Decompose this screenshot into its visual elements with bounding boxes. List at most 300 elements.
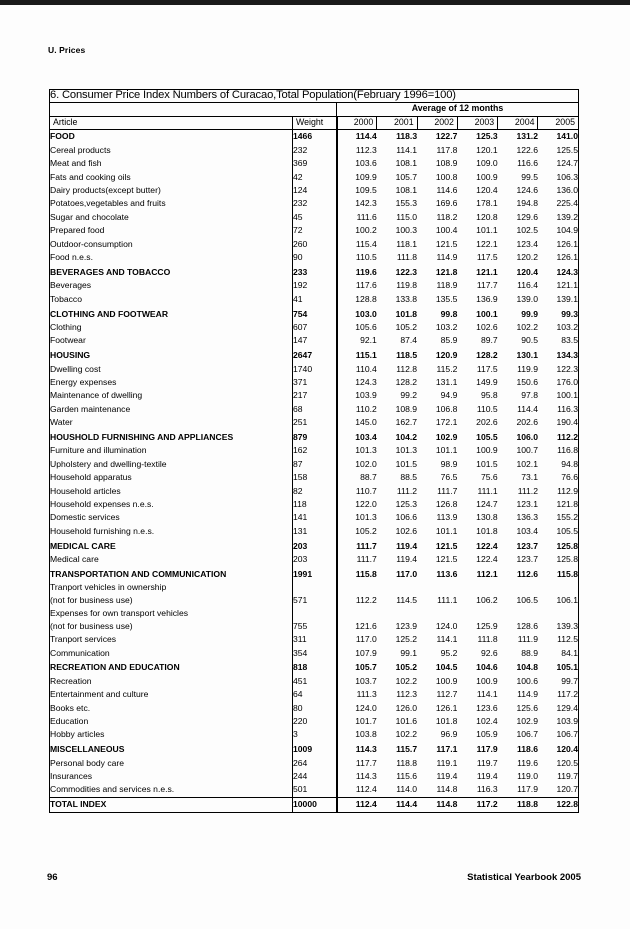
row-value-2002: 103.2 — [435, 321, 458, 332]
row-label: Energy expenses — [50, 376, 293, 389]
row-label: Books etc. — [50, 701, 293, 714]
row-value-2000: 115.8 — [337, 566, 377, 581]
row-value-2004: 90.5 — [521, 335, 538, 346]
row-value-2002: 118.2 — [436, 211, 458, 222]
row-value-2001: 125.2 — [395, 634, 418, 645]
row-label: Maintenance of dwelling — [50, 389, 293, 402]
row-value-2002: 76.5 — [440, 472, 458, 483]
table-row — [50, 321, 579, 334]
footer-title: Statistical Yearbook 2005 — [467, 872, 581, 883]
row-value-2004: 99.5 — [521, 171, 538, 182]
row-value-2005: 141.0 — [538, 130, 579, 144]
row-value-2005: 121.8 — [538, 498, 579, 511]
row-value-2002: 117.1 — [436, 744, 458, 755]
row-value-2000: 111.7 — [337, 538, 377, 553]
row-value-2004: 118.8 — [498, 797, 538, 812]
row-value-2005: 83.5 — [538, 334, 579, 347]
row-value-2001: 118.1 — [396, 238, 418, 249]
row-value-2004: 128.6 — [516, 620, 538, 631]
row-label: Communication — [50, 646, 293, 659]
column-header-year-2003: 2003 — [457, 116, 497, 130]
table-row — [50, 538, 579, 553]
row-label: HOUSHOLD FURNISHING AND APPLIANCES — [50, 429, 293, 444]
row-value-2001: 123.9 — [395, 620, 418, 631]
row-weight: 754 — [293, 306, 337, 321]
row-value-2003: 122.4 — [476, 554, 498, 565]
row-label: Fats and cooking oils — [50, 170, 293, 183]
row-value-2000: 112.4 — [337, 783, 377, 797]
row-value-2003: 122.1 — [476, 238, 498, 249]
row-value-2000: 105.6 — [337, 321, 377, 334]
row-value-2003: 119.7 — [476, 757, 498, 768]
row-value-2000: 103.9 — [337, 389, 377, 402]
row-value-2000: 107.9 — [337, 646, 377, 659]
row-value-2002: 119.4 — [436, 771, 458, 782]
row-value-2004: 202.6 — [516, 417, 538, 428]
row-weight: 10000 — [293, 797, 337, 812]
row-value-2001: 112.8 — [396, 363, 418, 374]
row-value-2001: 88.5 — [400, 472, 418, 483]
table-row — [50, 403, 579, 416]
row-value-2001: 117.0 — [396, 568, 418, 579]
row-value-2000: 110.4 — [337, 362, 377, 375]
row-weight: 87 — [293, 458, 337, 471]
row-value-2002: 100.4 — [435, 225, 458, 236]
span-header-row — [50, 102, 579, 116]
row-label: Prepared food — [50, 224, 293, 237]
row-value-2002: 126.8 — [435, 498, 458, 509]
row-value-2001: 108.1 — [395, 158, 418, 169]
row-value-2000: 103.4 — [337, 429, 377, 444]
table-row — [50, 444, 579, 457]
row-value-2000: 101.3 — [337, 511, 377, 524]
row-label: Water — [50, 416, 293, 429]
row-weight: 68 — [293, 403, 337, 416]
row-value-2002: 114.8 — [417, 797, 457, 812]
row-label: Recreation — [50, 675, 293, 688]
row-value-2000: 114.4 — [337, 130, 377, 144]
row-value-2003: 117.2 — [457, 797, 497, 812]
table-row — [50, 607, 579, 620]
row-value-2003: 101.1 — [476, 225, 498, 236]
row-value-2002 — [417, 607, 457, 620]
table-row — [50, 197, 579, 210]
row-value-2005: 112.5 — [538, 633, 579, 646]
row-value-2004: 136.3 — [516, 512, 538, 523]
row-value-2002: 113.6 — [436, 568, 458, 579]
table-title-row — [50, 90, 579, 103]
row-value-2003: 149.9 — [476, 376, 498, 387]
row-value-2000: 103.7 — [337, 675, 377, 688]
table-row — [50, 348, 579, 363]
scan-edge-band — [0, 0, 630, 5]
row-value-2001: 119.8 — [396, 280, 418, 291]
row-value-2003: 116.3 — [476, 784, 498, 795]
table-row — [50, 756, 579, 769]
table-row — [50, 458, 579, 471]
row-value-2000: 110.7 — [337, 484, 377, 497]
row-value-2005: 99.7 — [538, 675, 579, 688]
row-value-2004: 102.1 — [516, 458, 538, 469]
row-value-2001: 115.6 — [396, 771, 418, 782]
row-weight: 217 — [293, 389, 337, 402]
row-value-2004 — [498, 581, 538, 594]
table-row — [50, 620, 579, 633]
row-value-2002: 120.9 — [435, 350, 458, 361]
row-value-2002: 112.7 — [436, 689, 458, 700]
table-row — [50, 264, 579, 279]
column-header-year-2005: 2005 — [538, 116, 579, 130]
row-weight: 1740 — [293, 362, 337, 375]
row-value-2000: 115.4 — [337, 237, 377, 250]
row-value-2004: 125.6 — [516, 702, 538, 713]
row-value-2004: 114.4 — [517, 403, 538, 414]
row-value-2004: 102.2 — [516, 321, 538, 332]
row-weight: 131 — [293, 525, 337, 538]
row-value-2002: 122.7 — [435, 131, 458, 142]
row-value-2004: 116.6 — [517, 158, 538, 169]
row-value-2003: 117.7 — [476, 280, 498, 291]
row-value-2001: 118.3 — [396, 131, 418, 142]
row-value-2005: 105.5 — [538, 525, 579, 538]
row-value-2001: 104.2 — [395, 432, 418, 443]
row-value-2003: 120.1 — [476, 144, 498, 155]
row-value-2003: 136.9 — [476, 293, 498, 304]
row-value-2003: 125.9 — [476, 620, 498, 631]
row-weight: 45 — [293, 211, 337, 224]
row-value-2005: 134.3 — [538, 348, 579, 363]
row-weight: 42 — [293, 170, 337, 183]
row-value-2001: 125.3 — [395, 498, 418, 509]
row-value-2003: 117.5 — [476, 251, 498, 262]
row-value-2000: 111.3 — [337, 688, 377, 701]
row-value-2003: 202.6 — [476, 417, 498, 428]
row-value-2005: 115.8 — [538, 566, 579, 581]
row-weight: 1009 — [293, 742, 337, 757]
row-label: (not for business use) — [50, 594, 293, 607]
row-value-2003: 92.6 — [480, 647, 498, 658]
row-value-2002: 135.5 — [435, 293, 458, 304]
row-value-2001: 114.0 — [396, 784, 418, 795]
row-weight: 755 — [293, 620, 337, 633]
table-row — [50, 675, 579, 688]
row-value-2003: 109.0 — [476, 158, 498, 169]
row-value-2002: 121.5 — [435, 238, 458, 249]
table-row — [50, 184, 579, 197]
row-value-2004: 122.6 — [516, 144, 538, 155]
row-weight: 1466 — [293, 130, 337, 144]
row-value-2000: 122.0 — [337, 498, 377, 511]
row-value-2000: 114.3 — [337, 770, 377, 783]
row-label: Meat and fish — [50, 157, 293, 170]
row-value-2004: 104.8 — [516, 662, 538, 673]
row-value-2000: 109.5 — [337, 184, 377, 197]
row-value-2002: 100.9 — [435, 675, 458, 686]
row-value-2005: 122.3 — [538, 362, 579, 375]
row-value-2002: 111.7 — [437, 485, 458, 496]
row-value-2000: 112.3 — [337, 144, 377, 157]
table-row — [50, 511, 579, 524]
row-value-2004: 111.2 — [517, 485, 538, 496]
table-row — [50, 211, 579, 224]
row-value-2003: 95.8 — [480, 390, 498, 401]
row-value-2005: 103.2 — [538, 321, 579, 334]
row-value-2005: 121.1 — [538, 279, 579, 292]
row-value-2002: 108.9 — [435, 158, 458, 169]
row-label: CLOTHING AND FOOTWEAR — [50, 306, 293, 321]
table-row — [50, 471, 579, 484]
row-value-2003: 114.1 — [476, 689, 498, 700]
row-value-2001: 108.9 — [395, 403, 418, 414]
row-label: BEVERAGES AND TOBACCO — [50, 264, 293, 279]
row-value-2000: 124.3 — [337, 376, 377, 389]
row-weight: 118 — [293, 498, 337, 511]
row-value-2001 — [377, 607, 417, 620]
row-value-2001: 122.3 — [395, 266, 418, 277]
row-value-2003: 111.8 — [477, 634, 498, 645]
row-value-2005: 129.4 — [538, 701, 579, 714]
row-label: Domestic services — [50, 511, 293, 524]
table-row — [50, 701, 579, 714]
row-value-2002: 98.9 — [440, 458, 458, 469]
row-label: Furniture and illumination — [50, 444, 293, 457]
row-value-2003: 101.8 — [476, 525, 498, 536]
table-row — [50, 688, 579, 701]
row-value-2005: 76.6 — [538, 471, 579, 484]
table-row — [50, 130, 579, 144]
row-label: Cereal products — [50, 144, 293, 157]
row-value-2003: 111.1 — [477, 485, 498, 496]
row-value-2000: 119.6 — [337, 264, 377, 279]
row-value-2000: 121.6 — [337, 620, 377, 633]
row-value-2000: 103.8 — [337, 728, 377, 741]
row-value-2004: 131.2 — [516, 131, 538, 142]
table-row — [50, 783, 579, 797]
row-value-2000: 111.6 — [337, 211, 377, 224]
row-value-2001: 115.0 — [396, 211, 418, 222]
row-value-2005: 139.3 — [538, 620, 579, 633]
row-value-2004: 123.1 — [516, 498, 538, 509]
row-weight: 2647 — [293, 348, 337, 363]
row-value-2003: 119.4 — [476, 771, 498, 782]
table-row — [50, 633, 579, 646]
row-value-2000: 112.2 — [337, 594, 377, 607]
row-label: Education — [50, 715, 293, 728]
table-row — [50, 581, 579, 594]
row-value-2005: 136.0 — [538, 184, 579, 197]
row-label: TRANSPORTATION AND COMMUNICATION — [50, 566, 293, 581]
row-value-2003: 106.2 — [476, 594, 498, 605]
row-label: Sugar and chocolate — [50, 211, 293, 224]
table-row — [50, 224, 579, 237]
row-weight: 571 — [293, 594, 337, 607]
row-value-2005: 99.3 — [538, 306, 579, 321]
row-value-2001: 108.1 — [395, 185, 418, 195]
row-weight — [293, 607, 337, 620]
row-label: Hobby articles — [50, 728, 293, 741]
row-value-2004: 73.1 — [521, 472, 538, 483]
row-value-2001: 105.7 — [395, 171, 418, 182]
row-value-2003: 122.4 — [476, 540, 498, 551]
cpi-table-container — [49, 89, 578, 813]
row-label: Upholstery and dwelling-textile — [50, 458, 293, 471]
row-value-2003: 128.2 — [476, 350, 498, 361]
row-value-2001: 101.8 — [395, 308, 418, 319]
row-value-2003: 117.9 — [476, 744, 498, 755]
table-row — [50, 553, 579, 566]
row-value-2004: 119.6 — [517, 757, 538, 768]
column-header-year-2001: 2001 — [377, 116, 417, 130]
row-value-2002: 121.5 — [435, 540, 458, 551]
row-value-2005: 190.4 — [538, 416, 579, 429]
row-label: Commodities and services n.e.s. — [50, 783, 293, 797]
row-value-2004: 120.4 — [516, 266, 538, 277]
row-value-2005 — [538, 607, 579, 620]
row-value-2002: 172.1 — [435, 417, 458, 428]
row-label: Outdoor-consumption — [50, 237, 293, 250]
row-value-2003: 105.9 — [476, 729, 498, 740]
row-value-2001: 87.4 — [400, 335, 418, 346]
row-value-2004: 120.2 — [516, 251, 538, 262]
span-blank-article — [50, 102, 293, 116]
row-value-2001: 102.2 — [395, 675, 418, 686]
row-value-2004: 100.6 — [516, 675, 538, 686]
row-value-2005: 112.9 — [538, 484, 579, 497]
cpi-table — [49, 89, 579, 813]
row-value-2001 — [377, 581, 417, 594]
row-value-2005: 116.8 — [538, 444, 579, 457]
row-value-2004: 102.5 — [516, 225, 538, 236]
column-header-year-2000: 2000 — [337, 116, 377, 130]
table-row — [50, 484, 579, 497]
row-value-2003: 112.1 — [476, 568, 498, 579]
row-weight: 879 — [293, 429, 337, 444]
row-value-2002: 95.2 — [440, 647, 458, 658]
row-value-2001: 101.3 — [395, 445, 418, 456]
row-value-2000: 111.7 — [337, 553, 377, 566]
row-value-2002: 85.9 — [440, 335, 458, 346]
row-value-2004: 102.9 — [516, 715, 538, 726]
row-value-2001: 162.7 — [395, 417, 418, 428]
row-label: Garden maintenance — [50, 403, 293, 416]
row-value-2005: 120.5 — [538, 756, 579, 769]
row-value-2001: 99.1 — [400, 647, 418, 658]
row-value-2001: 106.6 — [395, 512, 418, 523]
table-row — [50, 715, 579, 728]
row-value-2005: 103.9 — [538, 715, 579, 728]
span-blank-weight — [293, 102, 337, 116]
row-value-2004: 111.9 — [517, 634, 538, 645]
row-weight: 80 — [293, 701, 337, 714]
row-value-2004: 97.8 — [521, 390, 538, 401]
row-value-2003: 105.5 — [476, 432, 498, 443]
row-value-2003 — [457, 581, 497, 594]
row-value-2004: 139.0 — [516, 293, 538, 304]
row-weight: 203 — [293, 553, 337, 566]
table-row — [50, 292, 579, 305]
row-weight: 244 — [293, 770, 337, 783]
row-value-2005: 124.7 — [538, 157, 579, 170]
row-value-2002: 104.5 — [435, 662, 458, 673]
row-label: Tobacco — [50, 292, 293, 305]
row-value-2001: 102.2 — [395, 729, 418, 740]
row-value-2005: 139.1 — [538, 292, 579, 305]
row-label: Household apparatus — [50, 471, 293, 484]
row-value-2000: 101.7 — [337, 715, 377, 728]
row-label: Dwelling cost — [50, 362, 293, 375]
table-row — [50, 429, 579, 444]
row-value-2000: 101.3 — [337, 444, 377, 457]
table-row — [50, 376, 579, 389]
row-weight: 818 — [293, 660, 337, 675]
column-header-article: Article — [50, 116, 293, 130]
row-value-2001: 101.6 — [395, 715, 418, 726]
row-value-2004: 103.4 — [516, 525, 538, 536]
row-weight: 232 — [293, 197, 337, 210]
row-value-2002 — [417, 581, 457, 594]
table-row — [50, 279, 579, 292]
row-label: Dairy products(except butter) — [50, 184, 293, 197]
row-value-2005: 225.4 — [538, 197, 579, 210]
row-value-2002: 117.8 — [436, 144, 458, 155]
row-value-2004: 106.5 — [516, 594, 538, 605]
row-weight: 192 — [293, 279, 337, 292]
row-value-2002: 99.8 — [440, 308, 458, 319]
row-value-2001: 118.8 — [396, 757, 418, 768]
row-weight: 1991 — [293, 566, 337, 581]
row-value-2004: 129.6 — [516, 211, 538, 222]
row-value-2004: 124.6 — [516, 185, 538, 195]
row-value-2004: 114.9 — [517, 689, 538, 700]
row-value-2004: 130.1 — [516, 350, 538, 361]
row-weight: 354 — [293, 646, 337, 659]
row-value-2003: 120.4 — [476, 185, 498, 195]
row-weight: 233 — [293, 264, 337, 279]
row-value-2005: 116.3 — [538, 403, 579, 416]
row-value-2005: 124.3 — [538, 264, 579, 279]
table-row — [50, 566, 579, 581]
row-value-2004: 119.0 — [517, 771, 538, 782]
row-weight: 3 — [293, 728, 337, 741]
row-value-2005: 125.8 — [538, 538, 579, 553]
row-value-2000: 124.0 — [337, 701, 377, 714]
row-value-2005: 126.1 — [538, 251, 579, 264]
row-weight: 82 — [293, 484, 337, 497]
row-value-2000: 110.5 — [337, 251, 377, 264]
row-value-2001: 115.7 — [396, 744, 418, 755]
table-row — [50, 594, 579, 607]
row-label: RECREATION AND EDUCATION — [50, 660, 293, 675]
row-value-2001: 128.2 — [395, 376, 418, 387]
row-value-2003: 102.6 — [476, 321, 498, 332]
row-weight: 203 — [293, 538, 337, 553]
row-value-2000: 145.0 — [337, 416, 377, 429]
row-value-2002: 114.9 — [436, 251, 458, 262]
row-label: MEDICAL CARE — [50, 538, 293, 553]
row-label: Household articles — [50, 484, 293, 497]
row-label: Expenses for own transport vehicles — [50, 607, 293, 620]
row-weight: 232 — [293, 144, 337, 157]
table-row — [50, 251, 579, 264]
row-value-2003: 75.6 — [480, 472, 498, 483]
row-weight: 147 — [293, 334, 337, 347]
row-value-2001: 102.6 — [395, 525, 418, 536]
row-value-2004: 123.7 — [516, 540, 538, 551]
row-value-2003: 100.1 — [476, 308, 498, 319]
row-value-2002: 113.9 — [436, 512, 458, 523]
row-weight: 90 — [293, 251, 337, 264]
column-header-weight: Weight — [293, 116, 337, 130]
